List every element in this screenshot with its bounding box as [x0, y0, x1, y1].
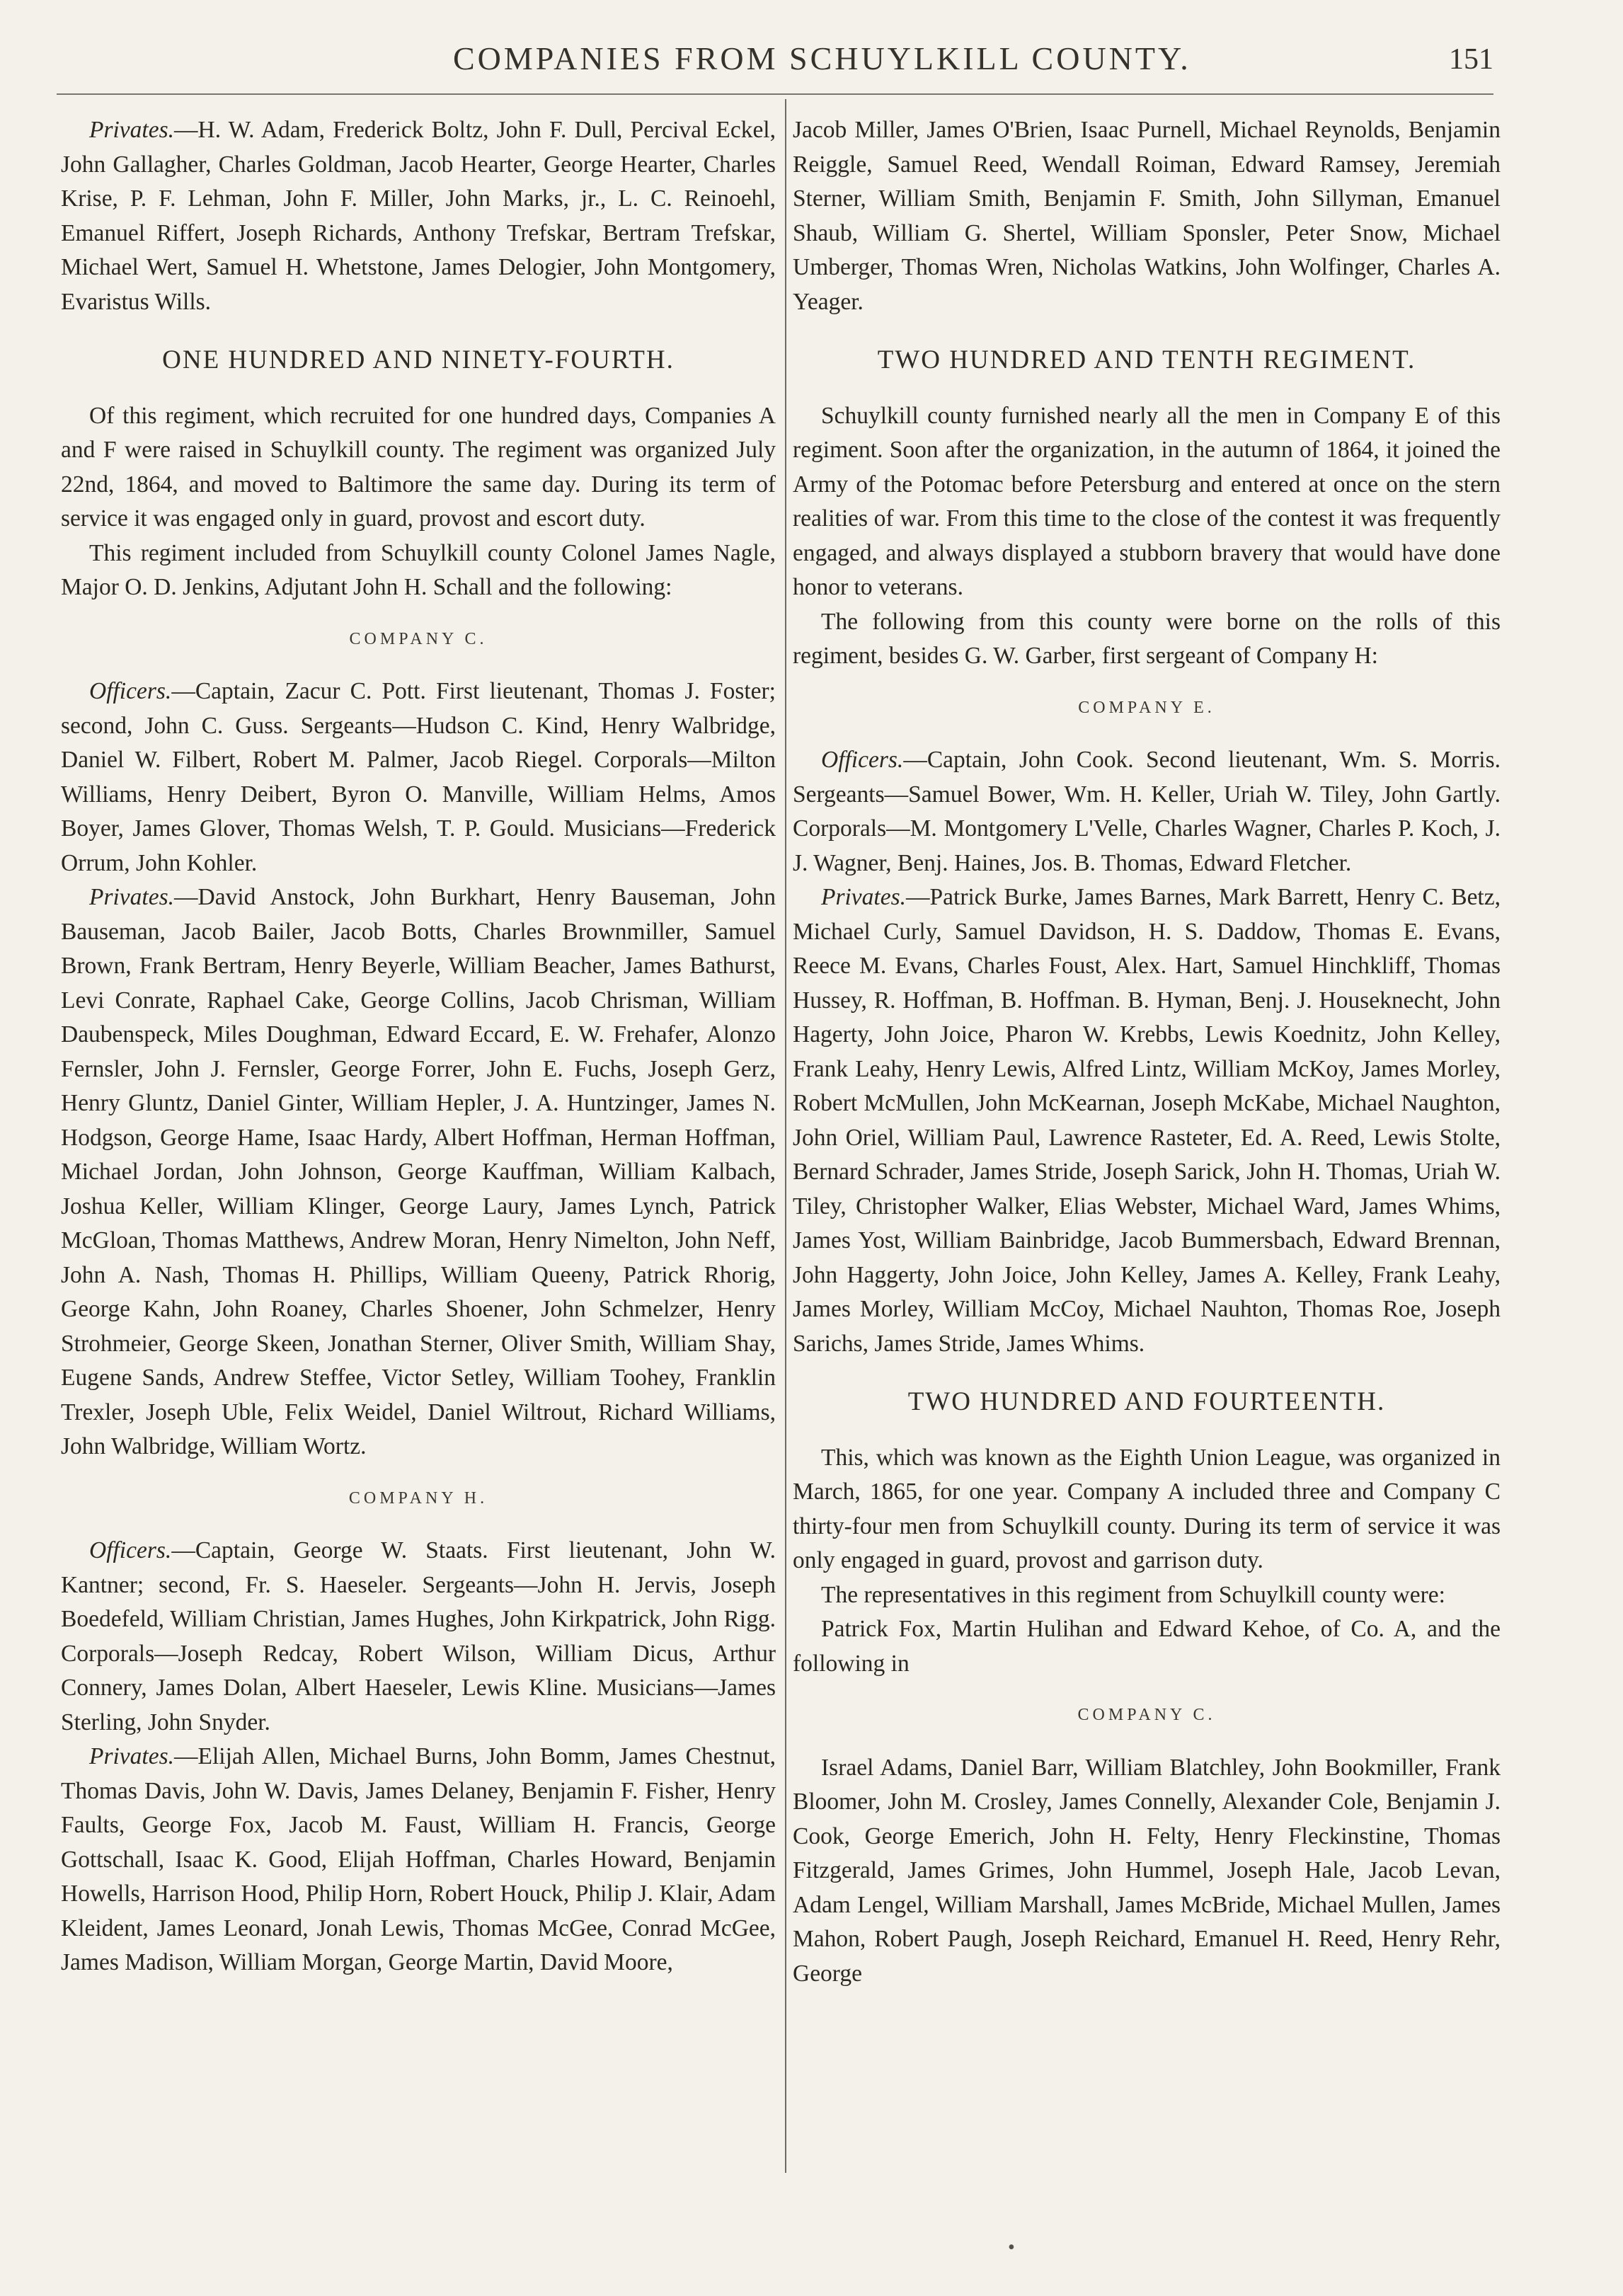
- regiment-members-intro: The following from this county were borne on the rolls of this regiment, besides G. W. Garber, first sergeant of Company H:: [793, 608, 1501, 669]
- regiment-description: Of this regiment, which recruited for one hundred days, Companies A and F were raised in Schuylkill county. The regiment was organized July 22nd, 1864, and moved to Baltimore the same day. During its term of service it was engaged only in guard, provost and escort duty.: [61, 402, 776, 532]
- privates-label: Privates.: [89, 1743, 175, 1769]
- section-heading-214th: TWO HUNDRED AND FOURTEENTH.: [907, 1387, 1386, 1416]
- regiment-description: Schuylkill county furnished nearly all the men in Company E of this regiment. Soon after the organization, in the autumn of 1864, it joined the Army of the Potomac before Petersburg and entered at once on the stern realities of war. From this time to the close of the contest it was frequently engaged, and always displayed a stubborn bravery that would have done honor to veterans.: [793, 402, 1501, 600]
- company-e-officers: [793, 743, 1501, 880]
- privates-label: Privates.: [821, 884, 907, 910]
- section-heading-210th: TWO HUNDRED AND TENTH REGIMENT.: [877, 345, 1416, 374]
- company-e-heading: COMPANY E.: [1078, 698, 1215, 717]
- running-head: COMPANIES FROM SCHUYLKILL COUNTY.: [453, 40, 1191, 76]
- company-h-officers: [61, 1534, 776, 1740]
- left-column: [61, 113, 776, 1980]
- regiment-members-intro: This regiment included from Schuylkill county Colonel James Nagle, Major O. D. Jenkins, Adjutant John H. Schall and the following:: [61, 539, 776, 600]
- privates-list: —H. W. Adam, Frederick Boltz, John F. Dull, Percival Eckel, John Gallagher, Charles Goldman, Jacob Hearter, George Hearter, Charles Krise, P. F. Lehman, John F. Miller, John Marks, jr., L. C. Reinoehl, Emanuel Riffert, Joseph Richards, Anthony Trefskar, Bertram Trefskar, Michael Wert, Samuel H. Whetstone, James Delogier, John Montgomery, Evaristus Wills.: [61, 117, 776, 315]
- company-a-members: Patrick Fox, Martin Hulihan and Edward Kehoe, of Co. A, and the following in: [793, 1616, 1501, 1677]
- continued-privates-list: Jacob Miller, James O'Brien, Isaac Purnell, Michael Reynolds, Benjamin Reiggle, Samuel Reed, Wendall Roiman, Edward Ramsey, Jeremiah Sterner, William Smith, Benjamin F. Smith, John Sillyman, Emanuel Shaub, William G. Shertel, William Sponsler, Peter Snow, Michael Umberger, Thomas Wren, Nicholas Watkins, John Wolfinger, Charles A. Yeager.: [793, 117, 1501, 315]
- header-rule: [57, 93, 1493, 95]
- page-number: 151: [1449, 43, 1493, 76]
- section-heading-194th: ONE HUNDRED AND NINETY-FOURTH.: [162, 345, 675, 374]
- right-column: [793, 113, 1501, 1991]
- privates-list: —David Anstock, John Burkhart, Henry Bauseman, John Bauseman, Jacob Bailer, Jacob Botts, Charles Brownmiller, Samuel Brown, Frank Bertram, Henry Beyerle, William Beacher, James Bathurst, Levi Conrate, Raphael Cake, George Collins, Jacob Chrisman, William Daubenspeck, Miles Doughman, Edward Eccard, E. W. Frehafer, Alonzo Fernsler, John J. Fernsler, George Forrer, John E. Fuchs, Joseph Gerz, Henry Gluntz, Daniel Ginter, William Hepler, J. A. Huntzinger, James N. Hodgson, George Hame, Isaac Hardy, Albert Hoffman, Herman Hoffman, Michael Jordan, John Johnson, George Kauffman, William Kalbach, Joshua Keller, William Klinger, George Laury, James Lynch, Patrick McGloan, Thomas Matthews, Andrew Moran, Henry Nimelton, John Neff, John A. Nash, Thomas H. Phillips, William Queeny, Patrick Rhorig, George Kahn, John Roaney, Charles Shoener, John Schmelzer, Henry Strohmeier, George Skeen, Jonathan Sterner, Oliver Smith, William Shay, Eugene Sands, Andrew Steffee, Victor Setley, William Toohey, Franklin Trexler, Joseph Uble, Felix Weidel, Daniel Wiltrout, Richard Williams, John Walbridge, William Wortz.: [61, 884, 776, 1459]
- officers-list: —Captain, John Cook. Second lieutenant, Wm. S. Morris. Sergeants—Samuel Bower, Wm. H. Keller, Uriah W. Tiley, John Gartly. Corporals—M. Montgomery L'Velle, Charles Wagner, Charles P. Koch, J. J. Wagner, Benj. Haines, Jos. B. Thomas, Edward Fletcher.: [793, 747, 1501, 876]
- company-c-privates: [61, 880, 776, 1464]
- officers-label: Officers.: [821, 747, 904, 773]
- company-h-heading: COMPANY H.: [348, 1488, 488, 1508]
- regiment-members-intro: The representatives in this regiment from Schuylkill county were:: [821, 1581, 1445, 1608]
- privates-list: —Elijah Allen, Michael Burns, John Bomm, James Chestnut, Thomas Davis, John W. Davis, James Delaney, Benjamin F. Fisher, Henry Faults, George Fox, Jacob M. Faust, William H. Francis, George Gottschall, Isaac K. Good, Elijah Hoffman, Charles Howard, Benjamin Howells, Harrison Hood, Philip Horn, Robert Houck, Philip J. Klair, Adam Kleident, James Leonard, Jonah Lewis, Thomas McGee, Conrad McGee, James Madison, William Morgan, George Martin, David Moore,: [61, 1743, 776, 1975]
- column-divider: [785, 99, 786, 2173]
- left-intro-paragraph: [61, 113, 776, 319]
- company-e-privates: [793, 880, 1501, 1361]
- company-c-members: Israel Adams, Daniel Barr, William Blatchley, John Bookmiller, Frank Bloomer, John M. Crosley, James Connelly, Alexander Cole, Benjamin J. Cook, George Emerich, John H. Felty, Henry Fleckinstine, Thomas Fitzgerald, James Grimes, John Hummel, Joseph Hale, Jacob Levan, Adam Lengel, William Marshall, James McBride, Michael Mullen, James Mahon, Robert Paugh, Joseph Reichard, Emanuel H. Reed, Henry Rehr, George: [793, 1754, 1501, 1987]
- page-header: [85, 33, 1508, 92]
- company-c-heading: COMPANY C.: [349, 629, 488, 648]
- company-c-heading: COMPANY C.: [1077, 1706, 1216, 1724]
- company-c-officers: [61, 675, 776, 880]
- regiment-description: This, which was known as the Eighth Union League, was organized in March, 1865, for one year. Company A included three and Company C thirty-four men from Schuylkill county. During its term of service it was only engaged in guard, provost and garrison duty.: [793, 1444, 1501, 1573]
- company-h-privates: [61, 1740, 776, 1980]
- officers-list: —Captain, Zacur C. Pott. First lieutenant, Thomas J. Foster; second, John C. Guss. Sergeants—Hudson C. Kind, Henry Walbridge, Daniel W. Filbert, Robert M. Palmer, Jacob Riegel. Corporals—Milton Williams, Henry Deibert, Byron O. Manville, William Helms, Amos Boyer, James Glover, Thomas Welsh, T. P. Gould. Musicians—Frederick Orrum, John Kohler.: [61, 678, 776, 876]
- privates-label: Privates.: [89, 117, 175, 143]
- officers-label: Officers.: [89, 1537, 172, 1563]
- officers-label: Officers.: [89, 678, 172, 704]
- footer-dot: •: [1008, 2237, 1015, 2258]
- privates-label: Privates.: [89, 884, 175, 910]
- officers-list: —Captain, George W. Staats. First lieutenant, John W. Kantner; second, Fr. S. Haeseler. Sergeants—John H. Jervis, Joseph Boedefeld, William Christian, James Hughes, John Kirkpatrick, John Rigg. Corporals—Joseph Redcay, Robert Wilson, William Dicus, Arthur Connery, James Dolan, Albert Haeseler, Lewis Kline. Musicians—James Sterling, John Snyder.: [61, 1537, 776, 1735]
- privates-list: —Patrick Burke, James Barnes, Mark Barrett, Henry C. Betz, Michael Curly, Samuel Davidson, H. S. Daddow, Thomas E. Evans, Reece M. Evans, Charles Foust, Alex. Hart, Samuel Hinchkliff, Thomas Hussey, R. Hoffman, B. Hoffman. B. Hyman, Benj. J. Houseknecht, John Hagerty, John Joice, Pharon W. Krebbs, Lewis Koednitz, John Kelley, Frank Leahy, Henry Lewis, Alfred Lintz, William McKoy, James Morley, Robert McMullen, John McKearnan, Joseph McKabe, Michael Naughton, John Oriel, William Paul, Lawrence Rasteter, Ed. A. Reed, Lewis Stolte, Bernard Schrader, James Stride, Joseph Sarick, John H. Thomas, Uriah W. Tiley, Christopher Walker, Elias Webster, Michael Ward, James Whims, James Yost, William Bainbridge, Jacob Bummersbach, Edward Brennan, John Haggerty, John Joice, John Kelley, James A. Kelley, Frank Leahy, James Morley, William McCoy, Michael Nauhton, Thomas Roe, Joseph Sarichs, James Stride, James Whims.: [793, 884, 1501, 1357]
